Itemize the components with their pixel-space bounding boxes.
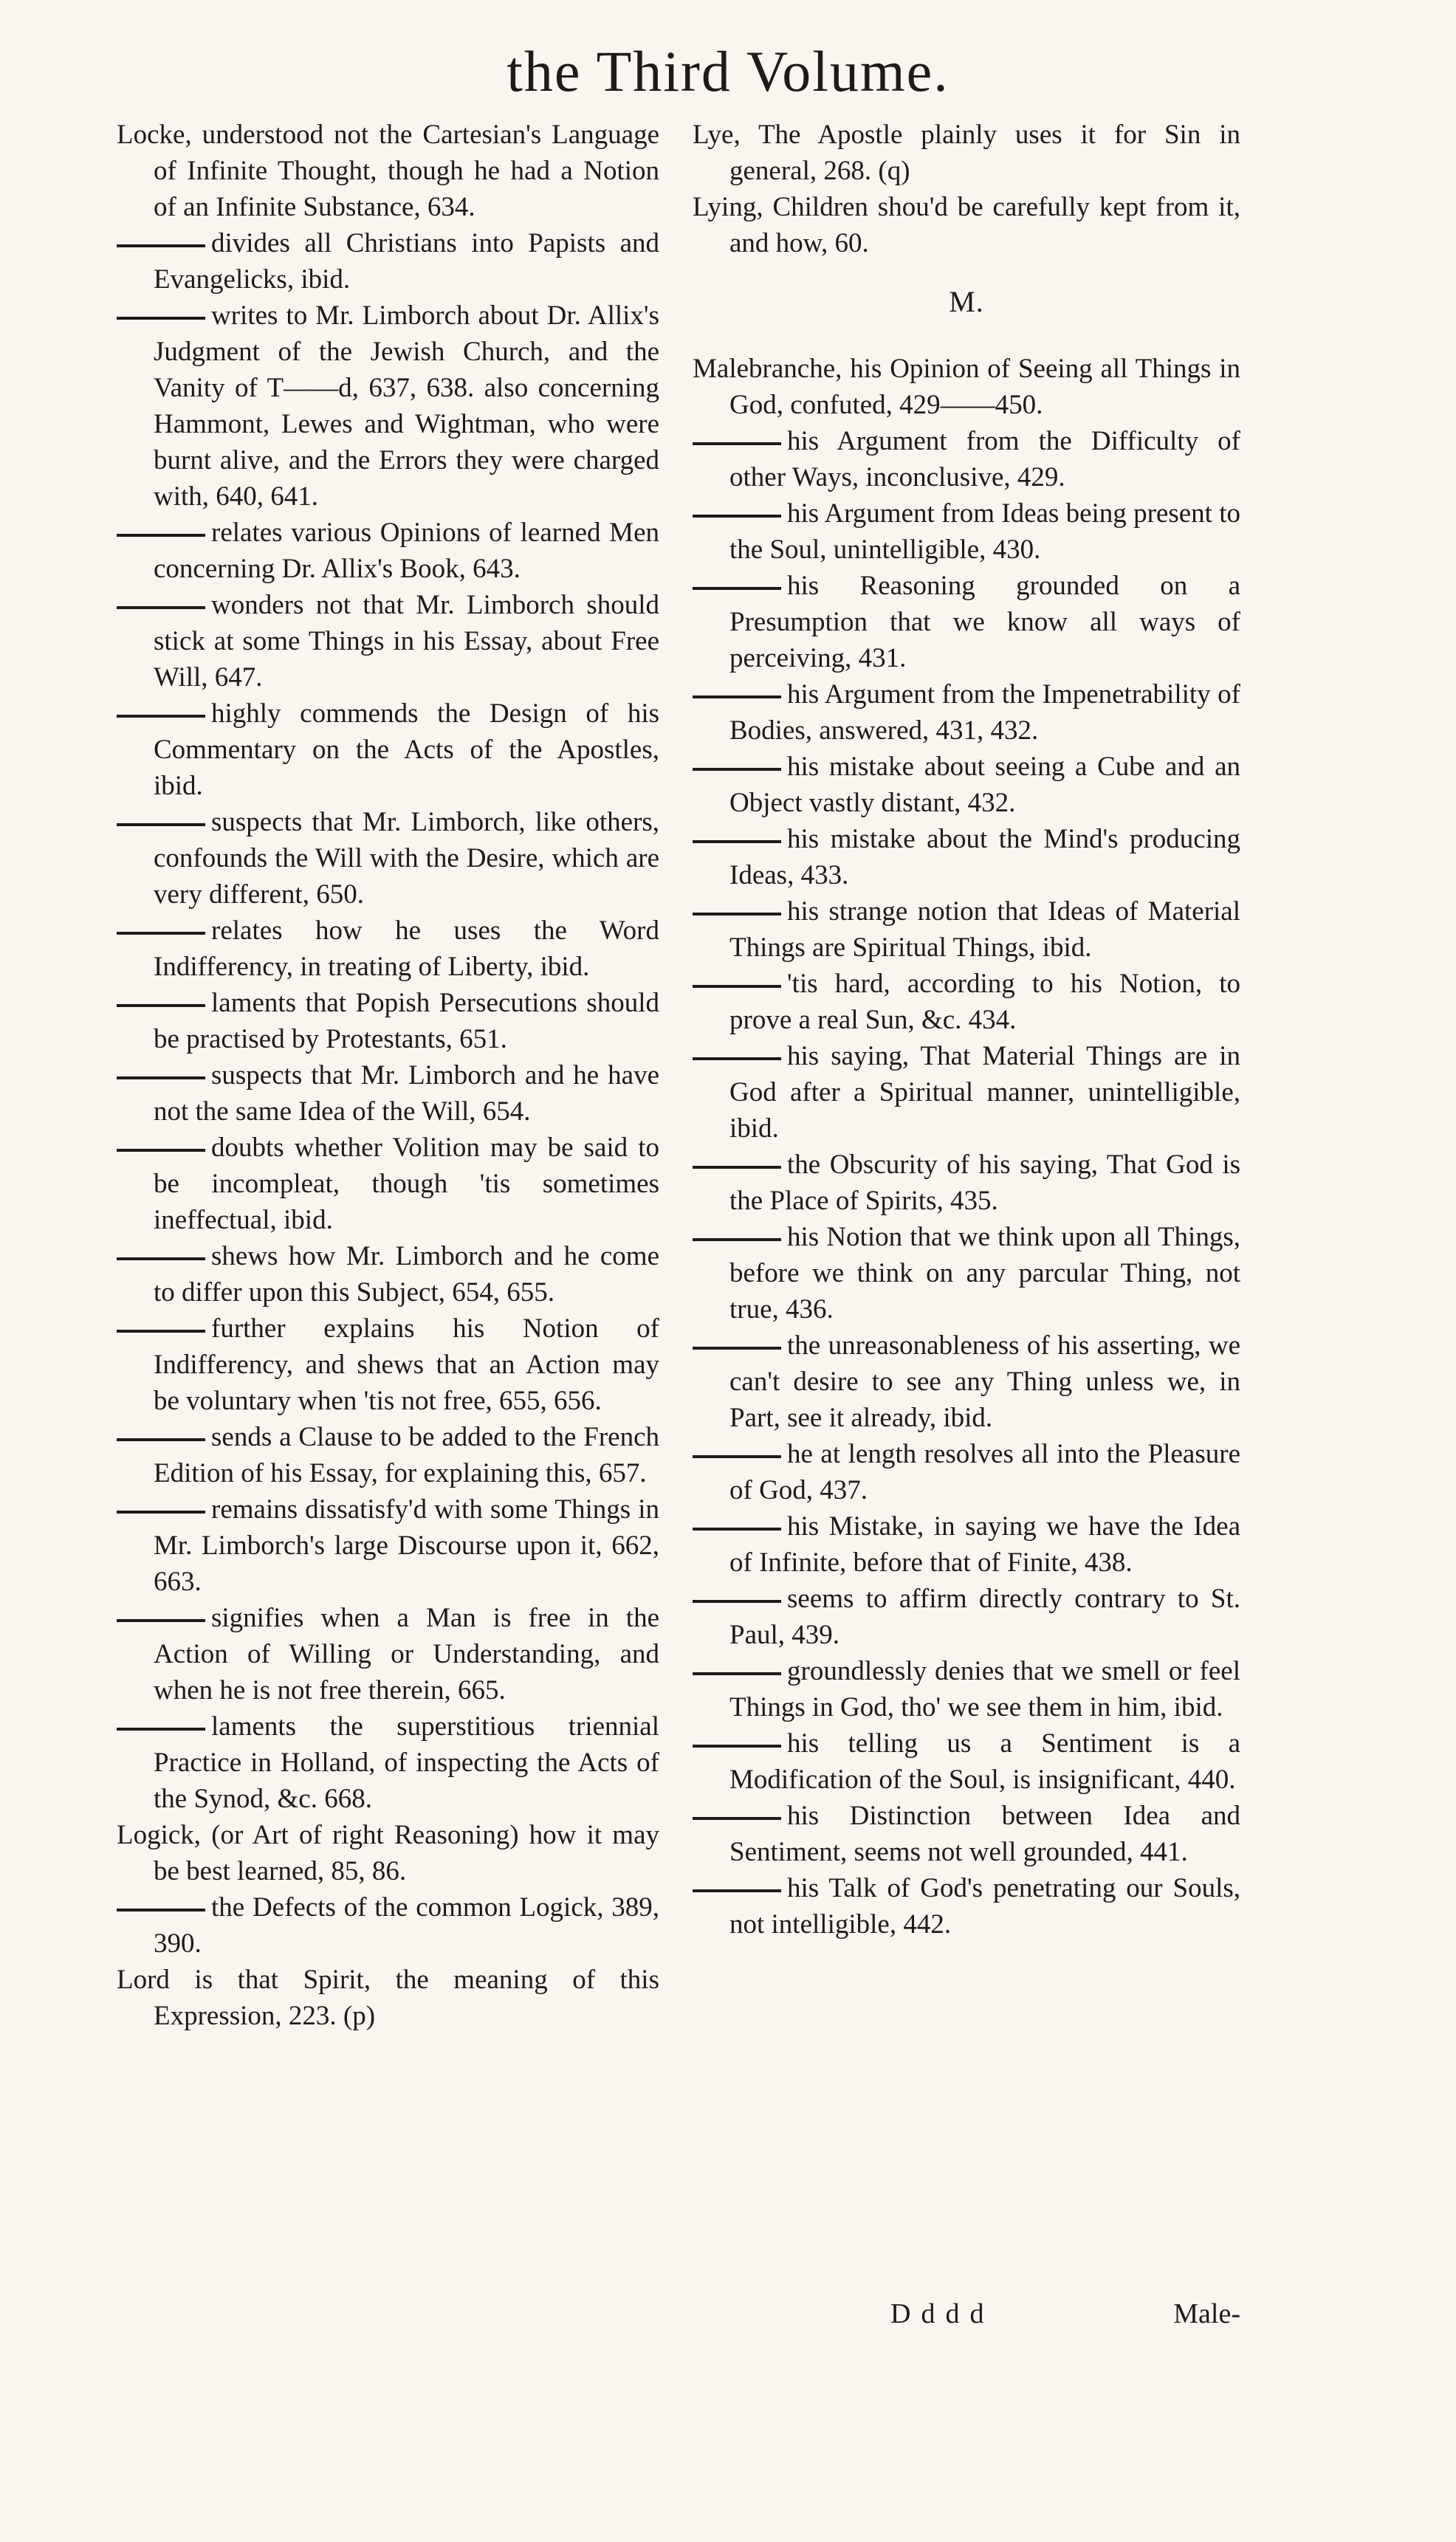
entry-text: laments the superstitious triennial Practice in Holland, of inspecting the Acts of the Synod, &c. 668. xyxy=(154,1711,659,1814)
ditto-rule xyxy=(693,1889,781,1892)
entry-text: his Distinction between Idea and Sentiment, seems not well grounded, 441. xyxy=(729,1801,1240,1867)
index-entry xyxy=(117,117,659,225)
ditto-rule xyxy=(693,1166,781,1169)
ditto-rule xyxy=(117,1619,205,1622)
ditto-rule xyxy=(693,1817,781,1820)
entry-text: further explains his Notion of Indifferency, and shews that an Action may be voluntary when 'tis not free, 655, 656. xyxy=(154,1313,659,1416)
entry-text: his Talk of God's penetrating our Souls, not intelligible, 442. xyxy=(729,1873,1240,1940)
index-subentry xyxy=(693,1219,1240,1327)
entry-text: suspects that Mr. Limborch, like others, confounds the Will with the Desire, which are very different, 650. xyxy=(154,807,659,910)
entry-text: Locke, understood not the Cartesian's Language of Infinite Thought, though he had a Notion of an Infinite Substance, 634. xyxy=(117,120,659,222)
entry-text: his Notion that we think upon all Things, before we think on any parcular Thing, not true, 436. xyxy=(729,1222,1240,1325)
entry-text: relates various Opinions of learned Men concerning Dr. Allix's Book, 643. xyxy=(154,518,659,584)
entry-text: Lying, Children shou'd be carefully kept from it, and how, 60. xyxy=(693,192,1240,258)
ditto-rule xyxy=(693,587,781,590)
entry-text: his Argument from the Difficulty of other Ways, inconclusive, 429. xyxy=(729,426,1240,492)
entry-text: his Argument from the Impenetrability of Bodies, answered, 431, 432. xyxy=(729,679,1240,746)
ditto-rule xyxy=(693,913,781,916)
ditto-rule xyxy=(117,1330,205,1333)
index-subentry xyxy=(693,1725,1240,1798)
ditto-rule xyxy=(117,1728,205,1731)
ditto-rule xyxy=(693,515,781,518)
index-entry xyxy=(693,189,1240,261)
ditto-rule xyxy=(693,695,781,698)
index-subentry xyxy=(117,1491,659,1600)
ditto-rule xyxy=(117,244,205,247)
ditto-rule xyxy=(117,1076,205,1079)
ditto-rule xyxy=(693,1745,781,1748)
ditto-rule xyxy=(117,1149,205,1152)
ditto-rule xyxy=(117,823,205,826)
entry-text: his mistake about the Mind's producing Ideas, 433. xyxy=(729,824,1240,890)
index-subentry xyxy=(693,1436,1240,1508)
entry-text: signifies when a Man is free in the Action of Willing or Understanding, and when he is not free therein, 665. xyxy=(154,1603,659,1705)
entry-text: suspects that Mr. Limborch and he have not the same Idea of the Will, 654. xyxy=(154,1060,659,1127)
entry-text: 'tis hard, according to his Notion, to prove a real Sun, &c. 434. xyxy=(729,969,1240,1035)
entry-text: his Mistake, in saying we have the Idea of Infinite, before that of Finite, 438. xyxy=(729,1511,1240,1578)
page-title: the Third Volume. xyxy=(506,39,950,103)
entry-text: his Reasoning grounded on a Presumption that we know all ways of perceiving, 431. xyxy=(729,571,1240,673)
index-subentry xyxy=(117,1310,659,1419)
ditto-rule xyxy=(117,1909,205,1911)
index-subentry xyxy=(693,568,1240,676)
index-subentry xyxy=(693,1508,1240,1581)
entry-text: writes to Mr. Limborch about Dr. Allix's Judgment of the Jewish Church, and the Vanity of T——d, 637, 638. also concerning Hammont, Lewes and Wightman, who were burnt alive, and the Errors they were charged with, 640, 641. xyxy=(154,300,659,512)
entry-text: his strange notion that Ideas of Material Things are Spiritual Things, ibid. xyxy=(729,896,1240,963)
ditto-rule xyxy=(117,715,205,718)
entry-text: the unreasonableness of his asserting, we can't desire to see any Thing unless we, in Part, see it already, ibid. xyxy=(729,1330,1240,1433)
ditto-rule xyxy=(693,1672,781,1675)
entry-text: Lye, The Apostle plainly uses it for Sin in general, 268. (q) xyxy=(693,120,1240,186)
entry-text: wonders not that Mr. Limborch should stick at some Things in his Essay, about Free Will, 647. xyxy=(154,590,659,693)
ditto-rule xyxy=(117,1004,205,1007)
signature-mark: Dddd xyxy=(890,2298,995,2329)
entry-text: highly commends the Design of his Commentary on the Acts of the Apostles, ibid. xyxy=(154,698,659,801)
entry-text: his telling us a Sentiment is a Modification of the Soul, is insignificant, 440. xyxy=(729,1728,1240,1795)
ditto-rule xyxy=(693,840,781,843)
entry-text: groundlessly denies that we smell or feel Things in God, tho' we see them in him, ibid. xyxy=(729,1656,1240,1722)
entry-text: Lord is that Spirit, the meaning of this Expression, 223. (p) xyxy=(117,1965,659,2031)
index-entry xyxy=(693,351,1240,423)
ditto-rule xyxy=(693,985,781,988)
index-subentry xyxy=(117,298,659,515)
index-subentry xyxy=(693,1327,1240,1436)
entry-text: doubts whether Volition may be said to be incompleat, though 'tis sometimes ineffectual, ibid. xyxy=(154,1133,659,1235)
index-subentry xyxy=(117,1130,659,1238)
index-subentry xyxy=(693,893,1240,966)
index-subentry xyxy=(117,1238,659,1310)
index-subentry xyxy=(117,587,659,695)
ditto-rule xyxy=(693,768,781,771)
entry-text: the Obscurity of his saying, That God is the Place of Spirits, 435. xyxy=(729,1150,1240,1216)
index-subentry xyxy=(693,1038,1240,1147)
index-subentry xyxy=(117,1057,659,1130)
entry-text: seems to affirm directly contrary to St. Paul, 439. xyxy=(729,1584,1240,1650)
entry-text: relates how he uses the Word Indifferency, in treating of Liberty, ibid. xyxy=(154,916,659,982)
entry-text: divides all Christians into Papists and Evangelicks, ibid. xyxy=(154,228,659,295)
entry-text: his saying, That Material Things are in God after a Spiritual manner, unintelligible, ibid. xyxy=(729,1041,1240,1144)
index-subentry xyxy=(117,1600,659,1708)
index-subentry xyxy=(117,985,659,1057)
entry-text: Logick, (or Art of right Reasoning) how it may be best learned, 85, 86. xyxy=(117,1820,659,1886)
index-entry xyxy=(117,1817,659,1889)
ditto-rule xyxy=(117,317,205,320)
section-letter-heading: M. xyxy=(949,285,984,318)
index-entries-l xyxy=(693,117,1240,261)
ditto-rule xyxy=(117,932,205,935)
ditto-rule xyxy=(693,1238,781,1241)
entry-text: his Argument from Ideas being present to the Soul, unintelligible, 430. xyxy=(729,498,1240,565)
ditto-rule xyxy=(117,1438,205,1441)
index-subentry xyxy=(693,1798,1240,1870)
index-subentry xyxy=(117,804,659,913)
index-subentry xyxy=(693,966,1240,1038)
index-subentry xyxy=(693,1653,1240,1725)
index-subentry xyxy=(117,1419,659,1491)
index-subentry xyxy=(693,1581,1240,1653)
index-subentry xyxy=(117,225,659,298)
ditto-rule xyxy=(693,1057,781,1060)
ditto-rule xyxy=(117,1257,205,1260)
index-subentry xyxy=(693,749,1240,821)
index-subentry xyxy=(117,1708,659,1817)
index-subentry xyxy=(693,1870,1240,1942)
index-column-right xyxy=(693,117,1240,1942)
ditto-rule xyxy=(693,1528,781,1531)
entry-text: the Defects of the common Logick, 389, 390. xyxy=(154,1892,659,1959)
ditto-rule xyxy=(693,1347,781,1350)
ditto-rule xyxy=(117,534,205,537)
index-column-left xyxy=(117,117,659,2034)
index-subentry xyxy=(693,1147,1240,1219)
index-subentry xyxy=(117,695,659,804)
entry-text: his mistake about seeing a Cube and an Object vastly distant, 432. xyxy=(729,752,1240,818)
catchword: Male- xyxy=(1173,2298,1240,2329)
index-subentry xyxy=(117,913,659,985)
entry-text: Malebranche, his Opinion of Seeing all Things in God, confuted, 429——450. xyxy=(693,354,1240,420)
index-subentry xyxy=(117,1889,659,1962)
index-subentry xyxy=(693,423,1240,495)
entry-text: shews how Mr. Limborch and he come to differ upon this Subject, 654, 655. xyxy=(154,1241,659,1308)
index-entries-m xyxy=(693,351,1240,1942)
index-subentry xyxy=(693,821,1240,893)
entry-text: he at length resolves all into the Pleasure of God, 437. xyxy=(729,1439,1240,1505)
index-subentry xyxy=(693,495,1240,568)
ditto-rule xyxy=(117,606,205,609)
ditto-rule xyxy=(693,1455,781,1458)
ditto-rule xyxy=(117,1511,205,1514)
entry-text: sends a Clause to be added to the French Edition of his Essay, for explaining this, 657. xyxy=(154,1422,659,1488)
entry-text: laments that Popish Persecutions should be practised by Protestants, 651. xyxy=(154,988,659,1054)
ditto-rule xyxy=(693,442,781,445)
ditto-rule xyxy=(693,1600,781,1603)
index-entry xyxy=(117,1962,659,2034)
index-subentry xyxy=(693,676,1240,749)
index-subentry xyxy=(117,515,659,587)
index-entry xyxy=(693,117,1240,189)
entry-text: remains dissatisfy'd with some Things in Mr. Limborch's large Discourse upon it, 662, 663. xyxy=(154,1494,659,1597)
